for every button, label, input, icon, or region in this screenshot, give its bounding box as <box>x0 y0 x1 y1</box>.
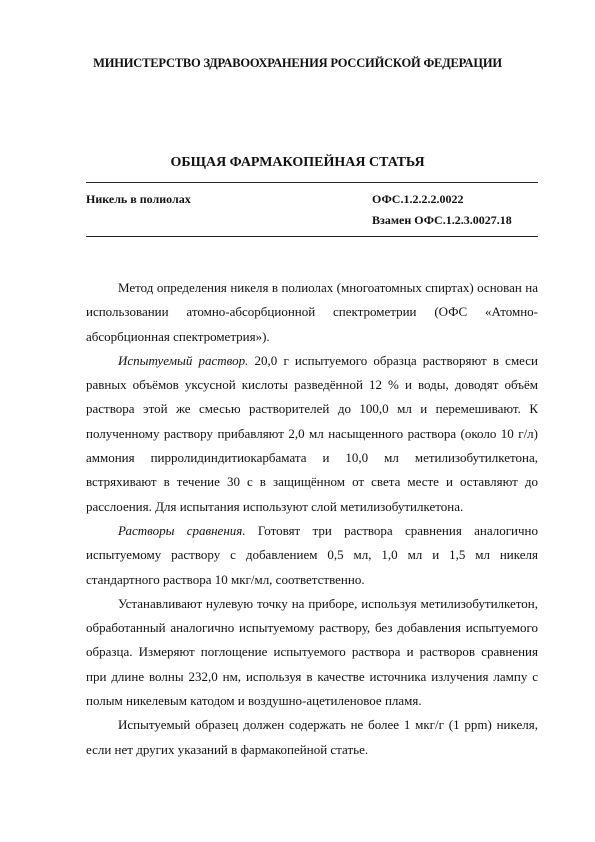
ministry-header: МИНИСТЕРСТВО ЗДРАВООХРАНЕНИЯ РОССИЙСКОЙ ФЕДЕРАЦИИ <box>93 56 502 70</box>
test-solution-text: 20,0 г испытуемого образца растворяют в смеси равных объёмов уксусной кислоты разведённой 12 % и воды, доводят объём раствора этой же смесью растворителей до 100,0 мл и перемешивают. К полученному раствору прибавляют 2,0 мл насыщенного раствора (около 10 г/л) аммония пирролидиндитиокарбамата и 10,0 мл метилизобутилкетона, встряхивают в течение 30 с в защищённом от света месте и оставляют до расслоения. Для испытания используют слой метилизобутилкетона. <box>86 352 538 514</box>
reference-solutions-text: Готовят три раствора сравнения аналогично испытуемому раствору с добавлением 0,5 мл, 1,0 мл и 1,5 мл никеля стандартного раствора 10 мкг/мл, соответственно. <box>86 522 538 587</box>
test-solution-label: Испытуемый раствор. <box>118 352 249 368</box>
article-body <box>86 276 538 762</box>
article-replaces: Взамен ОФС.1.2.3.0027.18 <box>372 213 512 227</box>
paragraph-procedure: Устанавливают нулевую точку на приборе, используя метилизобутилкетон, обработанный аналогично испытуемому раствору, без добавления испытуемого образца. Измеряют поглощение испытуемого раствора и растворов сравнения при длине волны 232,0 нм, используя в качестве источника излучения лампу с полым никелевым катодом и воздушно-ацетиленовое пламя. <box>86 595 538 709</box>
bottom-divider <box>86 236 538 237</box>
paragraph-limit: Испытуемый образец должен содержать не более 1 мкг/г (1 ppm) никеля, если нет других указаний в фармакопейной статье. <box>86 717 538 757</box>
paragraph-test-solution <box>86 349 538 519</box>
reference-solutions-label: Растворы сравнения. <box>118 522 246 538</box>
paragraph-method: Метод определения никеля в полиолах (многоатомных спиртах) основан на использовании атомно-абсорбционной спектрометрии (ОФС «Атомно-абсорбционная спектрометрия»). <box>86 280 538 344</box>
article-name: Никель в полиолах <box>86 192 191 206</box>
top-divider <box>86 182 538 183</box>
document-title: ОБЩАЯ ФАРМАКОПЕЙНАЯ СТАТЬЯ <box>170 155 425 170</box>
article-code: ОФС.1.2.2.2.0022 <box>372 192 464 206</box>
paragraph-reference-solutions <box>86 519 538 592</box>
